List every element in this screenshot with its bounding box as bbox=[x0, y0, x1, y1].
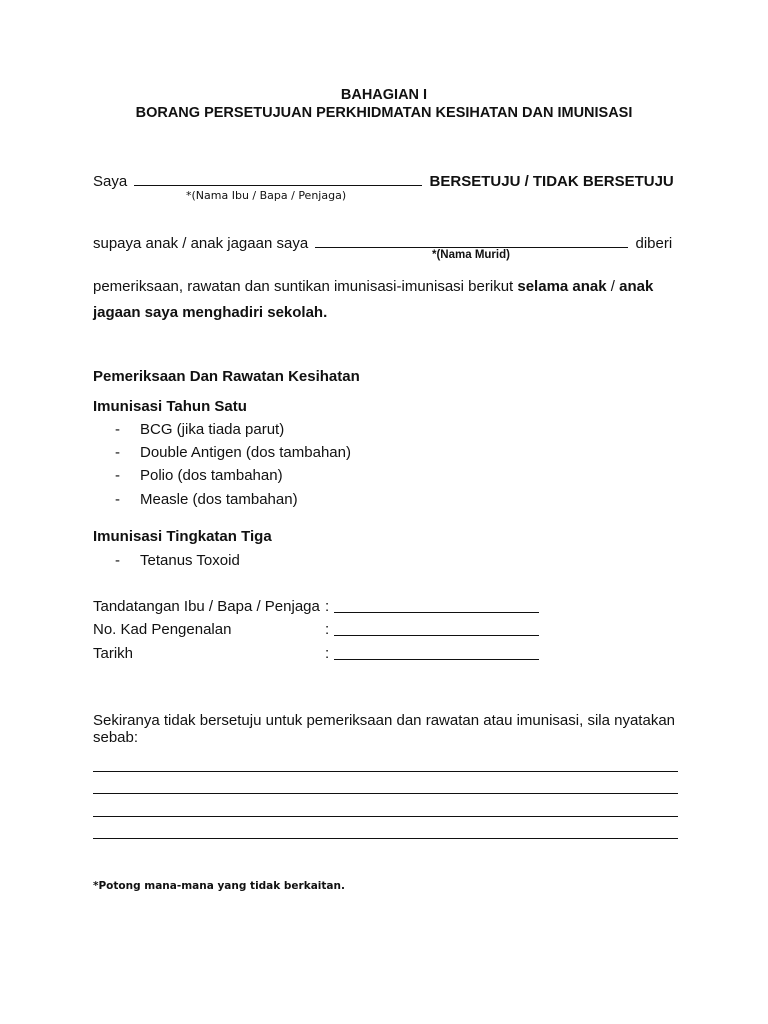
consent-bold-text: selama anak bbox=[517, 278, 607, 295]
list-item: Measle (dos tambahan) bbox=[140, 491, 298, 508]
reason-line[interactable] bbox=[93, 771, 678, 772]
bullet: - bbox=[115, 552, 120, 569]
form-three-heading: Imunisasi Tingkatan Tiga bbox=[93, 528, 272, 545]
parent-name-field[interactable] bbox=[134, 171, 422, 186]
footnote: *Potong mana-mana yang tidak berkaitan. bbox=[93, 880, 345, 892]
consent-line-3 bbox=[93, 278, 653, 295]
list-item: Polio (dos tambahan) bbox=[140, 467, 283, 484]
ic-number-field[interactable] bbox=[334, 621, 539, 636]
reason-line[interactable] bbox=[93, 838, 678, 839]
list-item: Double Antigen (dos tambahan) bbox=[140, 444, 351, 461]
bullet: - bbox=[115, 467, 120, 484]
list-item: BCG (jika tiada parut) bbox=[140, 421, 285, 438]
child-prefix: supaya anak / anak jagaan saya bbox=[93, 235, 309, 252]
child-suffix: diberi bbox=[635, 235, 673, 252]
consent-choice: BERSETUJU / TIDAK BERSETUJU bbox=[429, 173, 674, 190]
signature-label: Tandatangan Ibu / Bapa / Penjaga bbox=[93, 598, 320, 615]
date-field[interactable] bbox=[334, 645, 539, 660]
reason-line[interactable] bbox=[93, 793, 678, 794]
signature-field[interactable] bbox=[334, 598, 539, 613]
field-separator: : bbox=[325, 645, 330, 662]
list-item: Tetanus Toxoid bbox=[140, 552, 240, 569]
bullet: - bbox=[115, 491, 120, 508]
services-heading: Pemeriksaan Dan Rawatan Kesihatan bbox=[93, 368, 360, 385]
bullet: - bbox=[115, 444, 120, 461]
consent-line-1 bbox=[93, 171, 674, 190]
field-separator: : bbox=[325, 598, 330, 615]
date-label: Tarikh bbox=[93, 645, 134, 662]
parent-name-hint: *(Nama Ibu / Bapa / Penjaga) bbox=[186, 189, 347, 202]
student-name-hint: *(Nama Murid) bbox=[432, 249, 510, 261]
consent-line-4: jagaan saya menghadiri sekolah. bbox=[93, 304, 328, 321]
reason-prompt: Sekiranya tidak bersetuju untuk pemeriksaan dan rawatan atau imunisasi, sila nyatakan bbox=[93, 712, 675, 729]
consent-line-2 bbox=[93, 233, 672, 252]
consent-text: pemeriksaan, rawatan dan suntikan imunisasi-imunisasi berikut bbox=[93, 278, 514, 295]
reason-prompt-2: sebab: bbox=[93, 729, 139, 746]
reason-line[interactable] bbox=[93, 816, 678, 817]
section-title: BAHAGIAN I bbox=[340, 87, 428, 103]
year-one-heading: Imunisasi Tahun Satu bbox=[93, 398, 247, 415]
consent-bold-text-2: anak bbox=[619, 278, 654, 295]
saya-label: Saya bbox=[93, 173, 128, 190]
form-title: BORANG PERSETUJUAN PERKHIDMATAN KESIHATAN DAN IMUNISASI bbox=[135, 105, 633, 121]
field-separator: : bbox=[325, 621, 330, 638]
ic-number-label: No. Kad Pengenalan bbox=[93, 621, 232, 638]
bullet: - bbox=[115, 421, 120, 438]
student-name-field[interactable] bbox=[315, 233, 628, 248]
consent-slash: / bbox=[610, 278, 615, 295]
